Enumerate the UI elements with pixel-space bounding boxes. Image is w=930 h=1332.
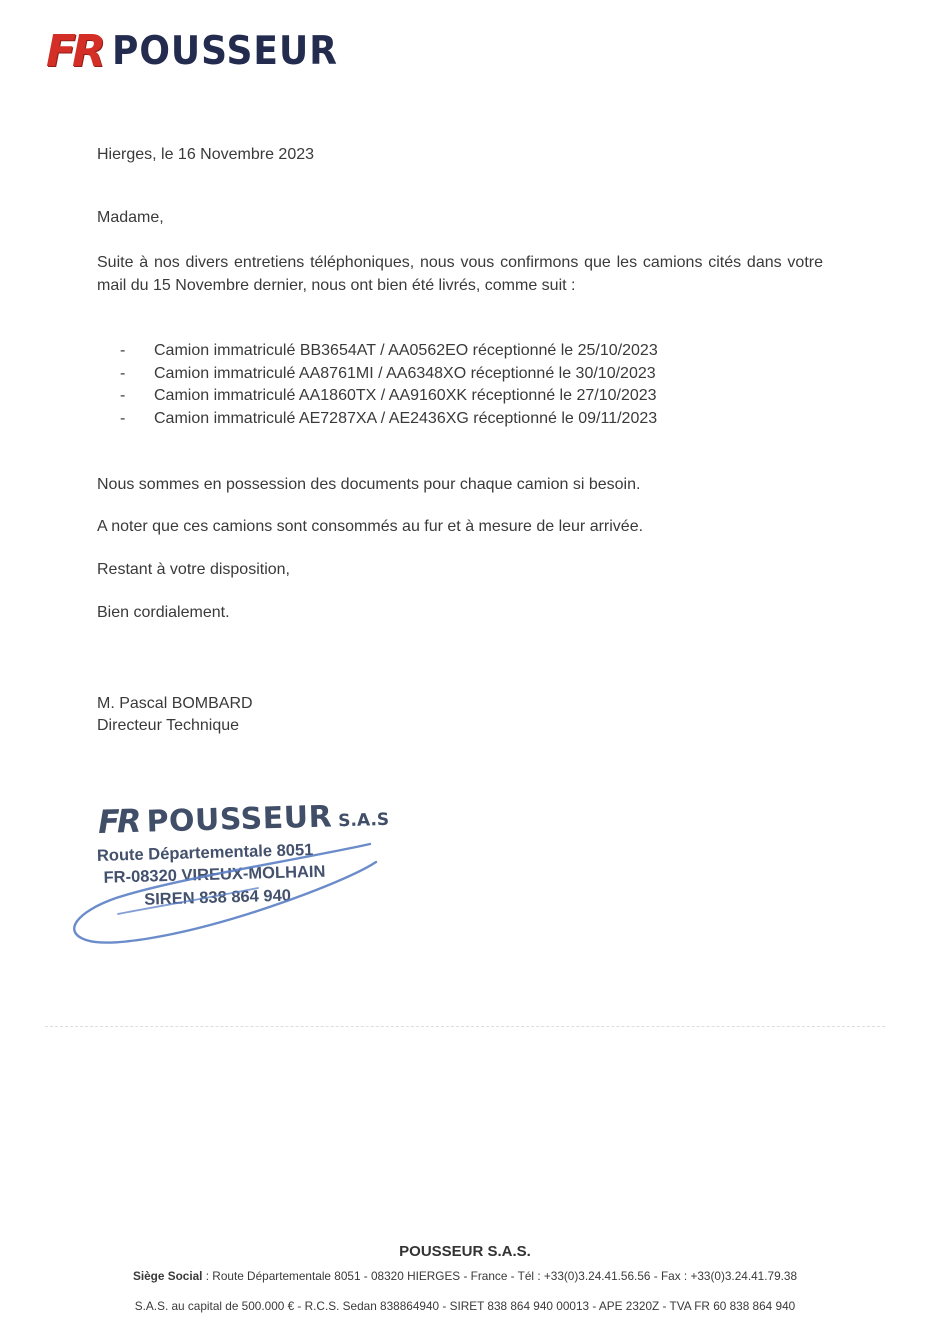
list-item [120,340,820,363]
list-bullet: - [120,342,126,359]
list-item-text: Camion immatriculé AE7287XA / AE2436XG réceptionné le 09/11/2023 [154,410,658,428]
stamp-address-line-2: FR-08320 VIREUX-MOLHAIN [103,862,326,888]
stamp-logo-name: POUSSEUR [146,799,333,840]
footer-address-text: : Route Départementale 8051 - 08320 HIERGES - France - Tél : +33(0)3.24.41.56.56 - Fax : +33(0)3.24.41.79.38 [202,1269,798,1283]
perforation-line [45,1026,885,1027]
truck-list [120,340,820,431]
list-item-text: Camion immatriculé AA1860TX / AA9160XK réceptionné le 27/10/2023 [154,387,657,405]
footer-legal-line: S.A.S. au capital de 500.000 € - R.C.S. Sedan 838864940 - SIRET 838 864 940 00013 - APE 2320Z - TVA FR 60 838 864 940 [134,1299,796,1313]
footer-company-name: POUSSEUR S.A.S. [399,1243,531,1260]
stamp-logo-suffix: S.A.S [337,809,390,832]
list-bullet: - [120,387,126,405]
stamp-logo-mark-icon: FR [97,801,140,841]
list-item [120,363,820,386]
company-logo-name: POUSSEUR [111,29,338,74]
date-line: Hierges, le 16 Novembre 2023 [97,146,315,163]
company-stamp [94,798,390,912]
intro-paragraph: Suite à nos divers entretiens téléphoniques, nous vous confirmons que les camions cités dans votre mail du 15 Novembre dernier, nous ont bien été livrés, comme suit : [97,254,823,295]
list-bullet: - [120,410,126,428]
stamp-logo [97,798,390,841]
list-item-text: Camion immatriculé BB3654AT / AA0562EO réceptionné le 25/10/2023 [154,342,658,359]
footer-address-label: Siège Social [132,1269,203,1283]
company-logo-mark-icon: FR [46,26,102,77]
paragraph-consumption: A noter que ces camions sont consommés au fur et à mesure de leur arrivée. [97,518,644,535]
list-item [120,408,820,431]
closing-line-2: Bien cordialement. [97,604,230,621]
list-bullet: - [120,364,126,382]
company-logo [46,26,338,77]
signer-title: Directeur Technique [97,717,240,735]
stamp-address-line-1: Route Départementale 8051 [96,840,314,865]
footer-address-line [0,1269,930,1283]
closing-line-1: Restant à votre disposition, [97,561,290,578]
paragraph-documents: Nous sommes en possession des documents pour chaque camion si besoin. [97,476,641,493]
signature-block [97,693,253,737]
signer-name: M. Pascal BOMBARD [97,695,253,712]
list-item-text: Camion immatriculé AA8761MI / AA6348XO réceptionné le 30/10/2023 [154,364,656,382]
salutation: Madame, [97,209,164,226]
list-item [120,385,820,408]
stamp-siren-line: SIREN 838 864 940 [143,886,292,909]
